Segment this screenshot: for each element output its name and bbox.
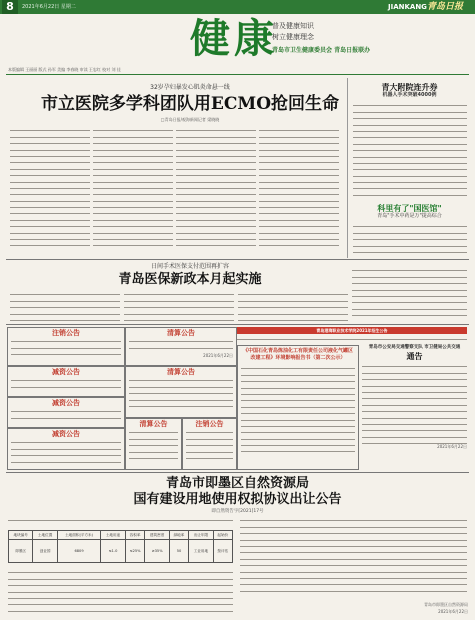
- cancel-notice-1-text: [11, 337, 121, 361]
- traffic-notice-org: 青岛市公安局交通警察支队 市卫健局公共交通: [368, 345, 461, 350]
- right-story-2-headline: 科里有了"国医馆": [377, 203, 442, 213]
- editors-line: 本版编辑 王丽丽 版式 孙军 美编 李春晓 审读 王忠红 校对 刘 佳: [8, 67, 121, 72]
- policy-text-col-1: [10, 290, 120, 322]
- reduce-notice-1-text: [11, 376, 121, 392]
- sponsor-line: 青岛市卫生健康委员会 青岛日报联办: [272, 47, 371, 54]
- land-table-cell: ≤25%: [125, 540, 145, 563]
- reduce-notice-2: [7, 397, 125, 428]
- cancel-notice-1-title: 注销公告: [52, 328, 80, 337]
- notice-banner-bar: [237, 327, 467, 334]
- land-table-cell: ≤1.0: [101, 540, 125, 563]
- masthead-rule: [6, 74, 469, 75]
- land-notice-text-left: [8, 568, 233, 616]
- lead-headline: 市立医院多学科团队用ECMO抢回生命: [40, 94, 340, 114]
- land-notice-signoff: 青岛市即墨区自然资源局: [424, 602, 468, 607]
- reduce-notice-2-title: 减资公告: [52, 398, 80, 407]
- land-table-header-cell: 绿地率: [169, 531, 188, 540]
- land-table-header-cell: 土地位置: [33, 531, 57, 540]
- notice-banner-body: [237, 335, 467, 343]
- land-table-header-cell: 容积率: [125, 531, 145, 540]
- land-table-cell: 工业用地: [189, 540, 213, 563]
- land-table-cell: ≥35%: [145, 540, 169, 563]
- env-impact-title: 《中国石化青岛炼油化工有限责任公司液化气罐区改建工程》环境影响报告书（第二次公示）: [242, 348, 353, 361]
- clearing-notice-1-title: 清算公告: [167, 328, 195, 337]
- newspaper-logo: 青岛日报: [427, 2, 464, 12]
- land-table-cell: 创业园: [33, 540, 57, 563]
- clearing-notice-1-text: [129, 337, 233, 353]
- clearing-notice-1-date: 2021年6月22日: [203, 353, 233, 358]
- env-impact-text: [241, 364, 355, 452]
- traffic-notice-title: 通告: [406, 351, 423, 361]
- section-rule-1: [6, 259, 469, 260]
- right-story-2-text: [353, 222, 467, 256]
- land-table-header-cell: 建筑密度: [145, 531, 169, 540]
- land-table-header-cell: 土地面积(平方米): [57, 531, 101, 540]
- traffic-notice: [362, 345, 467, 468]
- land-table-cell: 按评估: [213, 540, 232, 563]
- land-table: [8, 530, 233, 563]
- land-notice-number: 即自然资告字[2021]17号: [211, 509, 264, 514]
- right-story-2-subhead: 青岛"手术中药是万"提高综合: [377, 213, 442, 219]
- cancel-notice-2-text: [186, 428, 233, 462]
- reduce-notice-3-title: 减资公告: [52, 429, 80, 438]
- right-story-1-headline: 青大附院连升券: [381, 82, 438, 92]
- header-bar: [0, 0, 475, 14]
- slogan-2: 树立健康理念: [272, 33, 314, 41]
- right-story-1-subhead: 机器人手术突破4000例: [382, 92, 437, 98]
- notice-banner-text: 青岛港湾职业技术学院2021年招生公告: [316, 328, 388, 333]
- land-table-cell: 6809: [57, 540, 101, 563]
- policy-text-col-2: [124, 290, 234, 322]
- lead-text-col-4: [259, 126, 339, 248]
- land-table-header-cell: 土地用途: [101, 531, 125, 540]
- clearing-notice-2: [125, 366, 237, 418]
- slogan-1: 普及健康知识: [272, 22, 314, 30]
- land-table-header-cell: 地块编号: [9, 531, 33, 540]
- land-table-row: [9, 540, 233, 563]
- section-english: JIANKANG: [388, 3, 427, 11]
- traffic-notice-date: 2021年6月22日: [437, 444, 467, 449]
- cancel-notice-2-title: 注销公告: [195, 419, 224, 428]
- policy-kicker: 日间手术医保支付范围再扩容: [150, 263, 229, 270]
- cancel-notice-1: [7, 327, 125, 366]
- clearing-notice-3: [125, 418, 182, 470]
- clearing-notice-1: [125, 327, 237, 366]
- env-impact-notice: [237, 345, 359, 470]
- land-table-header: [9, 531, 233, 540]
- reduce-notice-3-text: [11, 438, 121, 464]
- traffic-notice-text: [362, 362, 467, 444]
- land-table-cell: 50: [169, 540, 188, 563]
- land-notice-headline: 青岛市即墨区自然资源局: [165, 476, 309, 491]
- land-notice-intro: [8, 516, 233, 527]
- land-notice-text-right: [240, 516, 467, 592]
- notice-banner: [237, 327, 467, 343]
- section-rule-2: [6, 324, 469, 325]
- reduce-notice-1-title: 减资公告: [52, 367, 80, 376]
- page-number: 8: [2, 0, 18, 14]
- section-title: 健康: [190, 15, 278, 62]
- land-table-cell: 即墨区: [9, 540, 33, 563]
- lead-kicker: 32岁孕妇暴发心肌炎命悬一线: [150, 84, 230, 91]
- policy-text-col-4: [352, 266, 467, 322]
- reduce-notice-1: [7, 366, 125, 397]
- clearing-notice-3-text: [129, 428, 178, 462]
- clearing-notice-2-title: 清算公告: [167, 367, 195, 376]
- date-line: 2021年6月22日 星期二: [22, 4, 76, 10]
- policy-text-col-3: [238, 290, 348, 322]
- column-divider: [347, 78, 348, 258]
- land-notice-headline-2: 国有建设用地使用权拟协议出让公告: [133, 492, 342, 507]
- land-table-header-cell: 出让年限: [189, 531, 213, 540]
- lead-byline: □青岛日报/观海新闻记者 梁晓晓: [160, 117, 220, 122]
- land-table-header-cell: 起始价: [213, 531, 232, 540]
- land-notice-date: 2021年6月22日: [438, 609, 468, 614]
- reduce-notice-2-text: [11, 407, 121, 423]
- lead-text-col-3: [176, 126, 256, 248]
- policy-headline: 青岛医保新政本月起实施: [118, 272, 262, 287]
- clearing-notice-3-title: 清算公告: [139, 419, 168, 428]
- section-rule-3: [6, 472, 469, 473]
- lead-text-col-1: [10, 126, 90, 248]
- cancel-notice-2: [182, 418, 237, 470]
- reduce-notice-3: [7, 428, 125, 470]
- lead-text-col-2: [93, 126, 173, 248]
- clearing-notice-2-text: [129, 376, 233, 410]
- right-story-1-text: [353, 101, 467, 201]
